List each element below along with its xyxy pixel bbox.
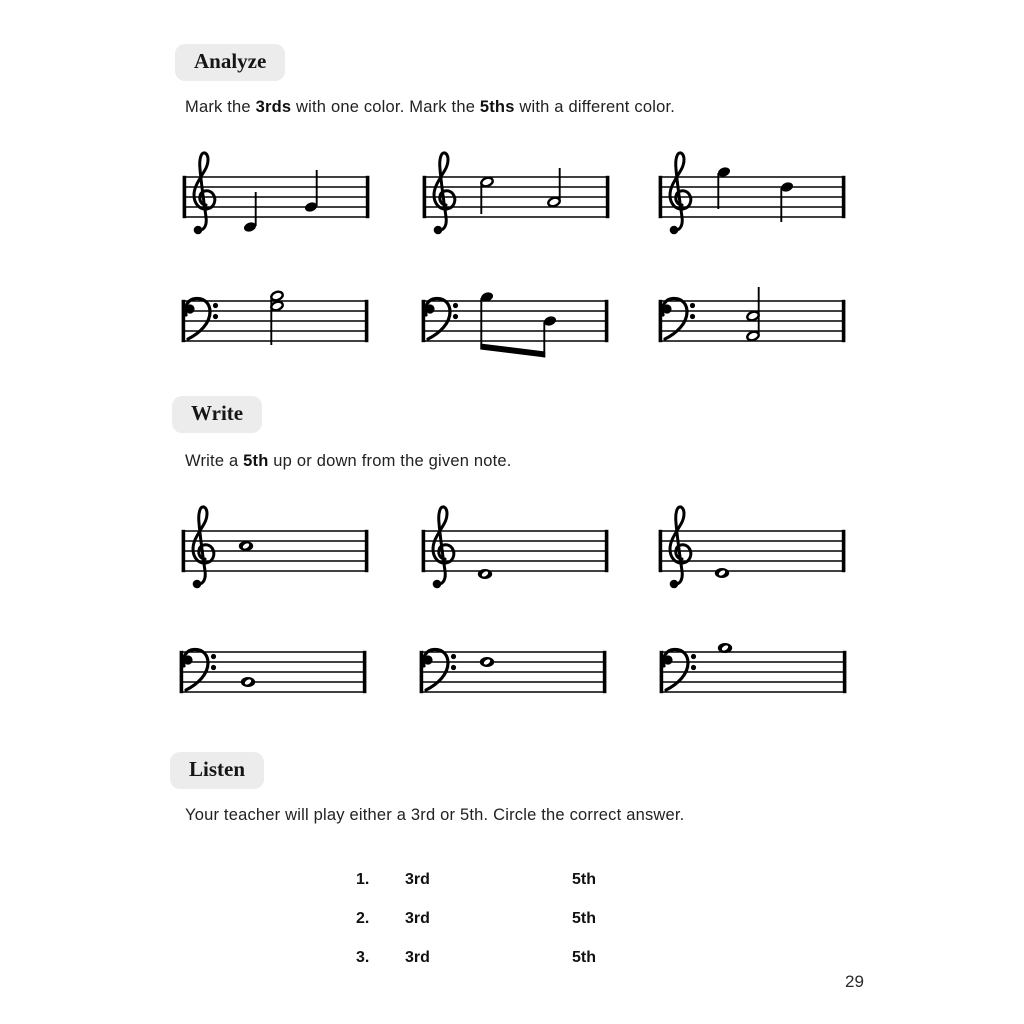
staff-write-treble-1[interactable] [180, 491, 370, 607]
bass-clef-dot-icon [213, 314, 218, 319]
staff-write-treble-3[interactable] [657, 491, 847, 607]
staff-analyze-treble-1[interactable] [181, 137, 371, 253]
treble-clef-icon [433, 507, 454, 584]
bass-clef-dot-icon [690, 314, 695, 319]
staff-analyze-treble-3[interactable] [657, 137, 847, 253]
bass-clef-dot-icon [453, 303, 458, 308]
bass-clef-dot-icon [213, 303, 218, 308]
treble-clef-icon [194, 153, 215, 230]
write-section-heading [172, 396, 262, 433]
listen-item-1 [356, 871, 656, 891]
staff-write-treble-2[interactable] [420, 491, 610, 607]
bass-clef-dot-icon [690, 303, 695, 308]
staff-analyze-bass-2[interactable] [420, 261, 610, 377]
listen-option-5th[interactable]: 5th [572, 949, 596, 966]
bass-clef-dot-icon [691, 665, 696, 670]
bass-clef-dot-icon [453, 314, 458, 319]
listen-section-heading [170, 752, 264, 789]
bass-clef-dot-icon [451, 665, 456, 670]
listen-option-3rd[interactable]: 3rd [405, 910, 430, 927]
analyze-section-heading [175, 44, 285, 81]
bass-clef-dot-icon [451, 654, 456, 659]
treble-clef-icon [193, 507, 214, 584]
page-number: 29 [845, 972, 864, 991]
listen-item-number: 1. [356, 871, 370, 888]
listen-option-3rd[interactable]: 3rd [405, 871, 430, 888]
staff-analyze-bass-3[interactable] [657, 261, 847, 377]
listen-option-3rd[interactable]: 3rd [405, 949, 430, 966]
write-instruction: Write a 5th up or down from the given note. [185, 452, 512, 470]
analyze-label: Analyze [194, 49, 267, 73]
bass-clef-dot-icon [211, 654, 216, 659]
listen-item-number: 3. [356, 949, 370, 966]
beam [480, 344, 545, 358]
staff-analyze-treble-2[interactable] [421, 137, 611, 253]
listen-item-2 [356, 910, 656, 930]
listen-item-number: 2. [356, 910, 370, 927]
bass-clef-dot-icon [211, 665, 216, 670]
analyze-instruction: Mark the 3rds with one color. Mark the 5ths with a different color. [185, 98, 676, 116]
staff-write-bass-1[interactable] [178, 612, 368, 728]
write-label: Write [191, 401, 244, 425]
listen-instruction: Your teacher will play either a 3rd or 5th. Circle the correct answer. [185, 806, 685, 824]
listen-item-3 [356, 949, 656, 969]
treble-clef-icon [434, 153, 455, 230]
treble-clef-icon [670, 153, 691, 230]
staff-write-bass-3[interactable] [658, 612, 848, 728]
staff-analyze-bass-1[interactable] [180, 261, 370, 377]
listen-option-5th[interactable]: 5th [572, 871, 596, 888]
staff-write-bass-2[interactable] [418, 612, 608, 728]
listen-option-5th[interactable]: 5th [572, 910, 596, 927]
listen-label: Listen [189, 757, 246, 781]
treble-clef-icon [670, 507, 691, 584]
bass-clef-dot-icon [691, 654, 696, 659]
